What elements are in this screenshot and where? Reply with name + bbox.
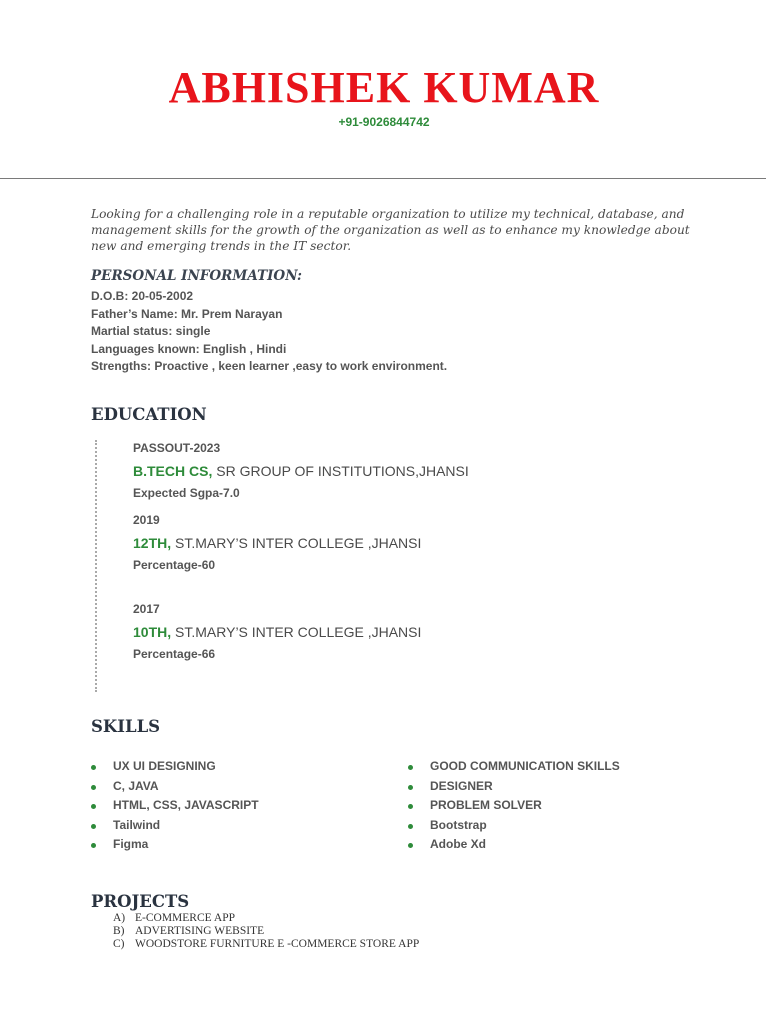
bullet-icon <box>91 824 96 829</box>
education-year: 2017 <box>133 602 160 616</box>
project-marker: B) <box>113 924 125 937</box>
bullet-icon <box>408 804 413 809</box>
skill-item: UX UI DESIGNING <box>91 757 259 777</box>
education-degree-line <box>133 462 469 480</box>
project-label: ADVERTISING WEBSITE <box>135 924 265 937</box>
project-label: WOODSTORE FURNITURE E -COMMERCE STORE APP <box>135 937 420 950</box>
education-year: 2019 <box>133 513 160 527</box>
education-year: PASSOUT-2023 <box>133 441 221 455</box>
skill-item: GOOD COMMUNICATION SKILLS <box>408 757 620 777</box>
education-grade: Expected Sgpa-7.0 <box>133 486 240 500</box>
bullet-icon <box>91 785 96 790</box>
project-label: E-COMMERCE APP <box>135 912 236 924</box>
personal-info-father-name: Father’s Name: Mr. Prem Narayan <box>91 306 283 321</box>
education-entry <box>133 513 421 573</box>
education-institution: ST.MARY’S INTER COLLEGE ,JHANSI <box>171 624 422 640</box>
education-degree: 12TH, <box>133 535 172 551</box>
project-marker: C) <box>113 937 125 950</box>
skill-item: Figma <box>91 835 259 855</box>
career-objective: Looking for a challenging role in a reputable organization to utilize my technical, database, and management skills for the growth of the organization as well as to enhance my knowledge about new and emerging trends in the IT sector. <box>91 207 690 253</box>
education-degree: 10TH, <box>133 624 172 640</box>
project-item <box>113 925 419 938</box>
education-timeline-line <box>95 440 97 692</box>
education-entry <box>133 441 469 501</box>
bullet-icon <box>408 785 413 790</box>
candidate-name: ABHISHEK KUMAR <box>168 63 600 112</box>
skill-item: DESIGNER <box>408 777 620 797</box>
bullet-icon <box>91 843 96 848</box>
skill-item: HTML, CSS, JAVASCRIPT <box>91 796 259 816</box>
bullet-icon <box>408 824 413 829</box>
education-heading: EDUCATION <box>91 405 207 424</box>
project-marker: A) <box>113 912 126 924</box>
skills-heading: SKILLS <box>91 717 161 736</box>
personal-info-strengths: Strengths: Proactive , keen learner ,easy to work environment. <box>91 359 448 374</box>
personal-info-marital-status: Martial status: single <box>91 324 211 339</box>
education-institution: ST.MARY’S INTER COLLEGE ,JHANSI <box>171 535 422 551</box>
education-degree: B.TECH CS, <box>133 463 213 479</box>
skills-list-right <box>408 757 620 855</box>
skill-item: Bootstrap <box>408 816 620 836</box>
skills-list-left <box>91 757 259 855</box>
education-degree-line <box>133 623 421 641</box>
header-divider <box>0 178 766 179</box>
bullet-icon <box>408 765 413 770</box>
education-grade: Percentage-60 <box>133 558 216 572</box>
projects-heading: PROJECTS <box>91 892 190 911</box>
projects-list <box>113 912 419 950</box>
education-entry <box>133 602 421 662</box>
personal-info-dob: D.O.B: 20-05-2002 <box>91 289 194 303</box>
project-item <box>113 938 419 951</box>
education-institution: SR GROUP OF INSTITUTIONS,JHANSI <box>212 463 469 479</box>
bullet-icon <box>408 843 413 848</box>
personal-info-languages: Languages known: English , Hindi <box>91 341 287 356</box>
skill-item: PROBLEM SOLVER <box>408 796 620 816</box>
education-degree-line <box>133 534 421 552</box>
personal-info-heading: PERSONAL INFORMATION: <box>91 268 303 284</box>
bullet-icon <box>91 765 96 770</box>
education-grade: Percentage-66 <box>133 647 216 661</box>
phone-number: +91-9026844742 <box>338 115 430 129</box>
personal-info-list <box>91 288 447 376</box>
skill-item: Adobe Xd <box>408 835 620 855</box>
project-item <box>113 912 419 925</box>
skill-item: Tailwind <box>91 816 259 836</box>
skill-item: C, JAVA <box>91 777 259 797</box>
bullet-icon <box>91 804 96 809</box>
